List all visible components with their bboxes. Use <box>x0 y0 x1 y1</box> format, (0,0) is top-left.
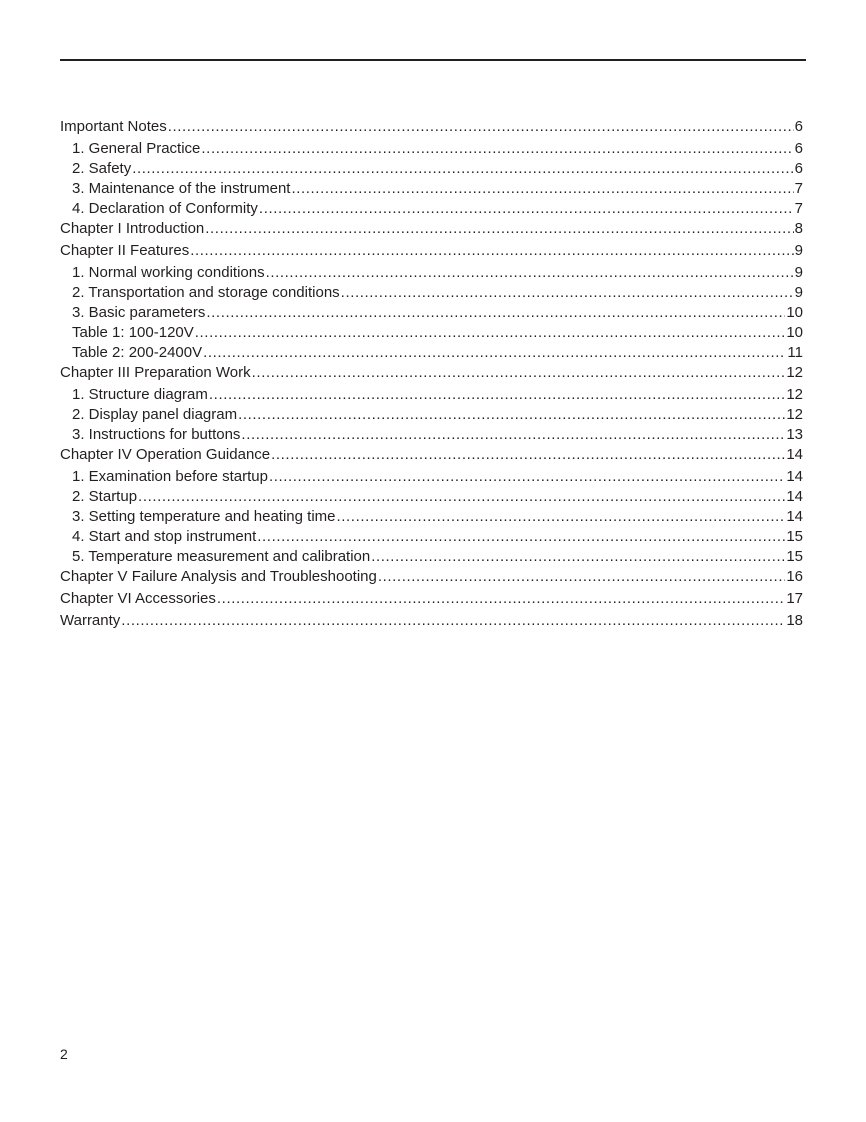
toc-entry-page: 15 <box>786 528 803 545</box>
toc-entry-title: 3. Instructions for buttons <box>72 426 241 443</box>
toc-entry-structure-diagram[interactable] <box>60 386 803 404</box>
toc-entry-chapter-5[interactable] <box>60 568 803 586</box>
toc-entry-title: Chapter I Introduction <box>60 220 205 237</box>
toc-entry-title: Chapter IV Operation Guidance <box>60 446 271 463</box>
toc-entry-page: 12 <box>786 386 803 403</box>
table-of-contents <box>60 118 803 629</box>
dot-leader <box>121 612 785 630</box>
toc-entry-warranty[interactable] <box>60 612 803 630</box>
toc-entry-page: 7 <box>794 180 803 197</box>
toc-entry-examination[interactable] <box>60 468 803 486</box>
dot-leader <box>371 548 785 566</box>
toc-entry-title: 4. Declaration of Conformity <box>72 200 258 217</box>
toc-entry-page: 13 <box>786 426 803 443</box>
toc-entry-page: 12 <box>786 406 803 423</box>
toc-entry-title: 1. Examination before startup <box>72 468 268 485</box>
toc-entry-start-stop[interactable] <box>60 528 803 546</box>
toc-entry-page: 9 <box>794 284 803 301</box>
toc-entry-setting-temperature[interactable] <box>60 508 803 526</box>
toc-entry-temperature-measurement[interactable] <box>60 548 803 566</box>
toc-entry-page: 12 <box>786 364 803 381</box>
toc-entry-chapter-6[interactable] <box>60 590 803 608</box>
toc-entry-title: 3. Setting temperature and heating time <box>72 508 336 525</box>
toc-entry-title: 2. Safety <box>72 160 132 177</box>
toc-entry-title: 2. Transportation and storage conditions <box>72 284 340 301</box>
dot-leader <box>269 468 785 486</box>
toc-entry-page: 6 <box>794 118 803 135</box>
toc-entry-page: 10 <box>786 324 803 341</box>
toc-entry-page: 14 <box>786 488 803 505</box>
dot-leader <box>217 590 785 608</box>
dot-leader <box>190 242 793 260</box>
toc-entry-declaration[interactable] <box>60 200 803 218</box>
toc-entry-page: 17 <box>786 590 803 607</box>
toc-entry-title: 1. General Practice <box>72 140 201 157</box>
toc-entry-chapter-4[interactable] <box>60 446 803 464</box>
toc-entry-title: Chapter II Features <box>60 242 190 259</box>
toc-entry-title: Table 1: 100-120V <box>72 324 194 341</box>
toc-entry-maintenance[interactable] <box>60 180 803 198</box>
toc-entry-chapter-2[interactable] <box>60 242 803 260</box>
toc-entry-title: 2. Display panel diagram <box>72 406 238 423</box>
page-number: 2 <box>60 1046 68 1062</box>
toc-entry-page: 14 <box>786 508 803 525</box>
toc-entry-display-panel[interactable] <box>60 406 803 424</box>
toc-entry-title: 2. Startup <box>72 488 138 505</box>
toc-entry-page: 8 <box>794 220 803 237</box>
toc-entry-chapter-1[interactable] <box>60 220 803 238</box>
dot-leader <box>291 180 793 198</box>
dot-leader <box>259 200 794 218</box>
dot-leader <box>241 426 785 444</box>
toc-entry-page: 7 <box>794 200 803 217</box>
dot-leader <box>209 386 785 404</box>
toc-entry-page: 9 <box>794 264 803 281</box>
toc-entry-title: 1. Structure diagram <box>72 386 208 403</box>
toc-entry-title: Chapter V Failure Analysis and Troubleshooting <box>60 568 377 585</box>
toc-entry-title: Table 2: 200-2400V <box>72 344 203 361</box>
toc-entry-page: 6 <box>794 160 803 177</box>
toc-entry-safety[interactable] <box>60 160 803 178</box>
toc-entry-page: 14 <box>786 446 803 463</box>
toc-entry-title: 5. Temperature measurement and calibration <box>72 548 371 565</box>
dot-leader <box>168 118 794 136</box>
toc-entry-important-notes[interactable] <box>60 118 803 136</box>
dot-leader <box>252 364 786 382</box>
toc-entry-title: Important Notes <box>60 118 167 135</box>
toc-entry-page: 16 <box>786 568 803 585</box>
toc-entry-table-1[interactable] <box>60 324 803 342</box>
dot-leader <box>206 304 785 322</box>
toc-entry-normal-conditions[interactable] <box>60 264 803 282</box>
toc-entry-page: 11 <box>787 344 803 361</box>
top-rule <box>60 59 806 61</box>
dot-leader <box>205 220 793 238</box>
dot-leader <box>341 284 794 302</box>
dot-leader <box>337 508 786 526</box>
dot-leader <box>257 528 785 546</box>
toc-entry-general-practice[interactable] <box>60 140 803 158</box>
toc-entry-basic-parameters[interactable] <box>60 304 803 322</box>
toc-entry-title: 1. Normal working conditions <box>72 264 265 281</box>
dot-leader <box>378 568 785 586</box>
dot-leader <box>138 488 785 506</box>
toc-entry-startup[interactable] <box>60 488 803 506</box>
dot-leader <box>195 324 786 342</box>
toc-entry-chapter-3[interactable] <box>60 364 803 382</box>
toc-entry-page: 6 <box>794 140 803 157</box>
toc-entry-title: Chapter III Preparation Work <box>60 364 251 381</box>
dot-leader <box>132 160 793 178</box>
toc-entry-title: 4. Start and stop instrument <box>72 528 257 545</box>
toc-entry-transport-storage[interactable] <box>60 284 803 302</box>
dot-leader <box>266 264 794 282</box>
toc-entry-title: Warranty <box>60 612 121 629</box>
dot-leader <box>203 344 786 362</box>
toc-entry-title: 3. Basic parameters <box>72 304 206 321</box>
toc-entry-title: 3. Maintenance of the instrument <box>72 180 291 197</box>
toc-entry-title: Chapter VI Accessories <box>60 590 216 607</box>
toc-entry-buttons[interactable] <box>60 426 803 444</box>
toc-entry-page: 15 <box>786 548 803 565</box>
toc-entry-page: 10 <box>786 304 803 321</box>
toc-entry-page: 9 <box>794 242 803 259</box>
toc-entry-table-2[interactable] <box>60 344 803 362</box>
toc-entry-page: 14 <box>786 468 803 485</box>
dot-leader <box>201 140 793 158</box>
dot-leader <box>271 446 785 464</box>
dot-leader <box>238 406 785 424</box>
toc-entry-page: 18 <box>786 612 803 629</box>
